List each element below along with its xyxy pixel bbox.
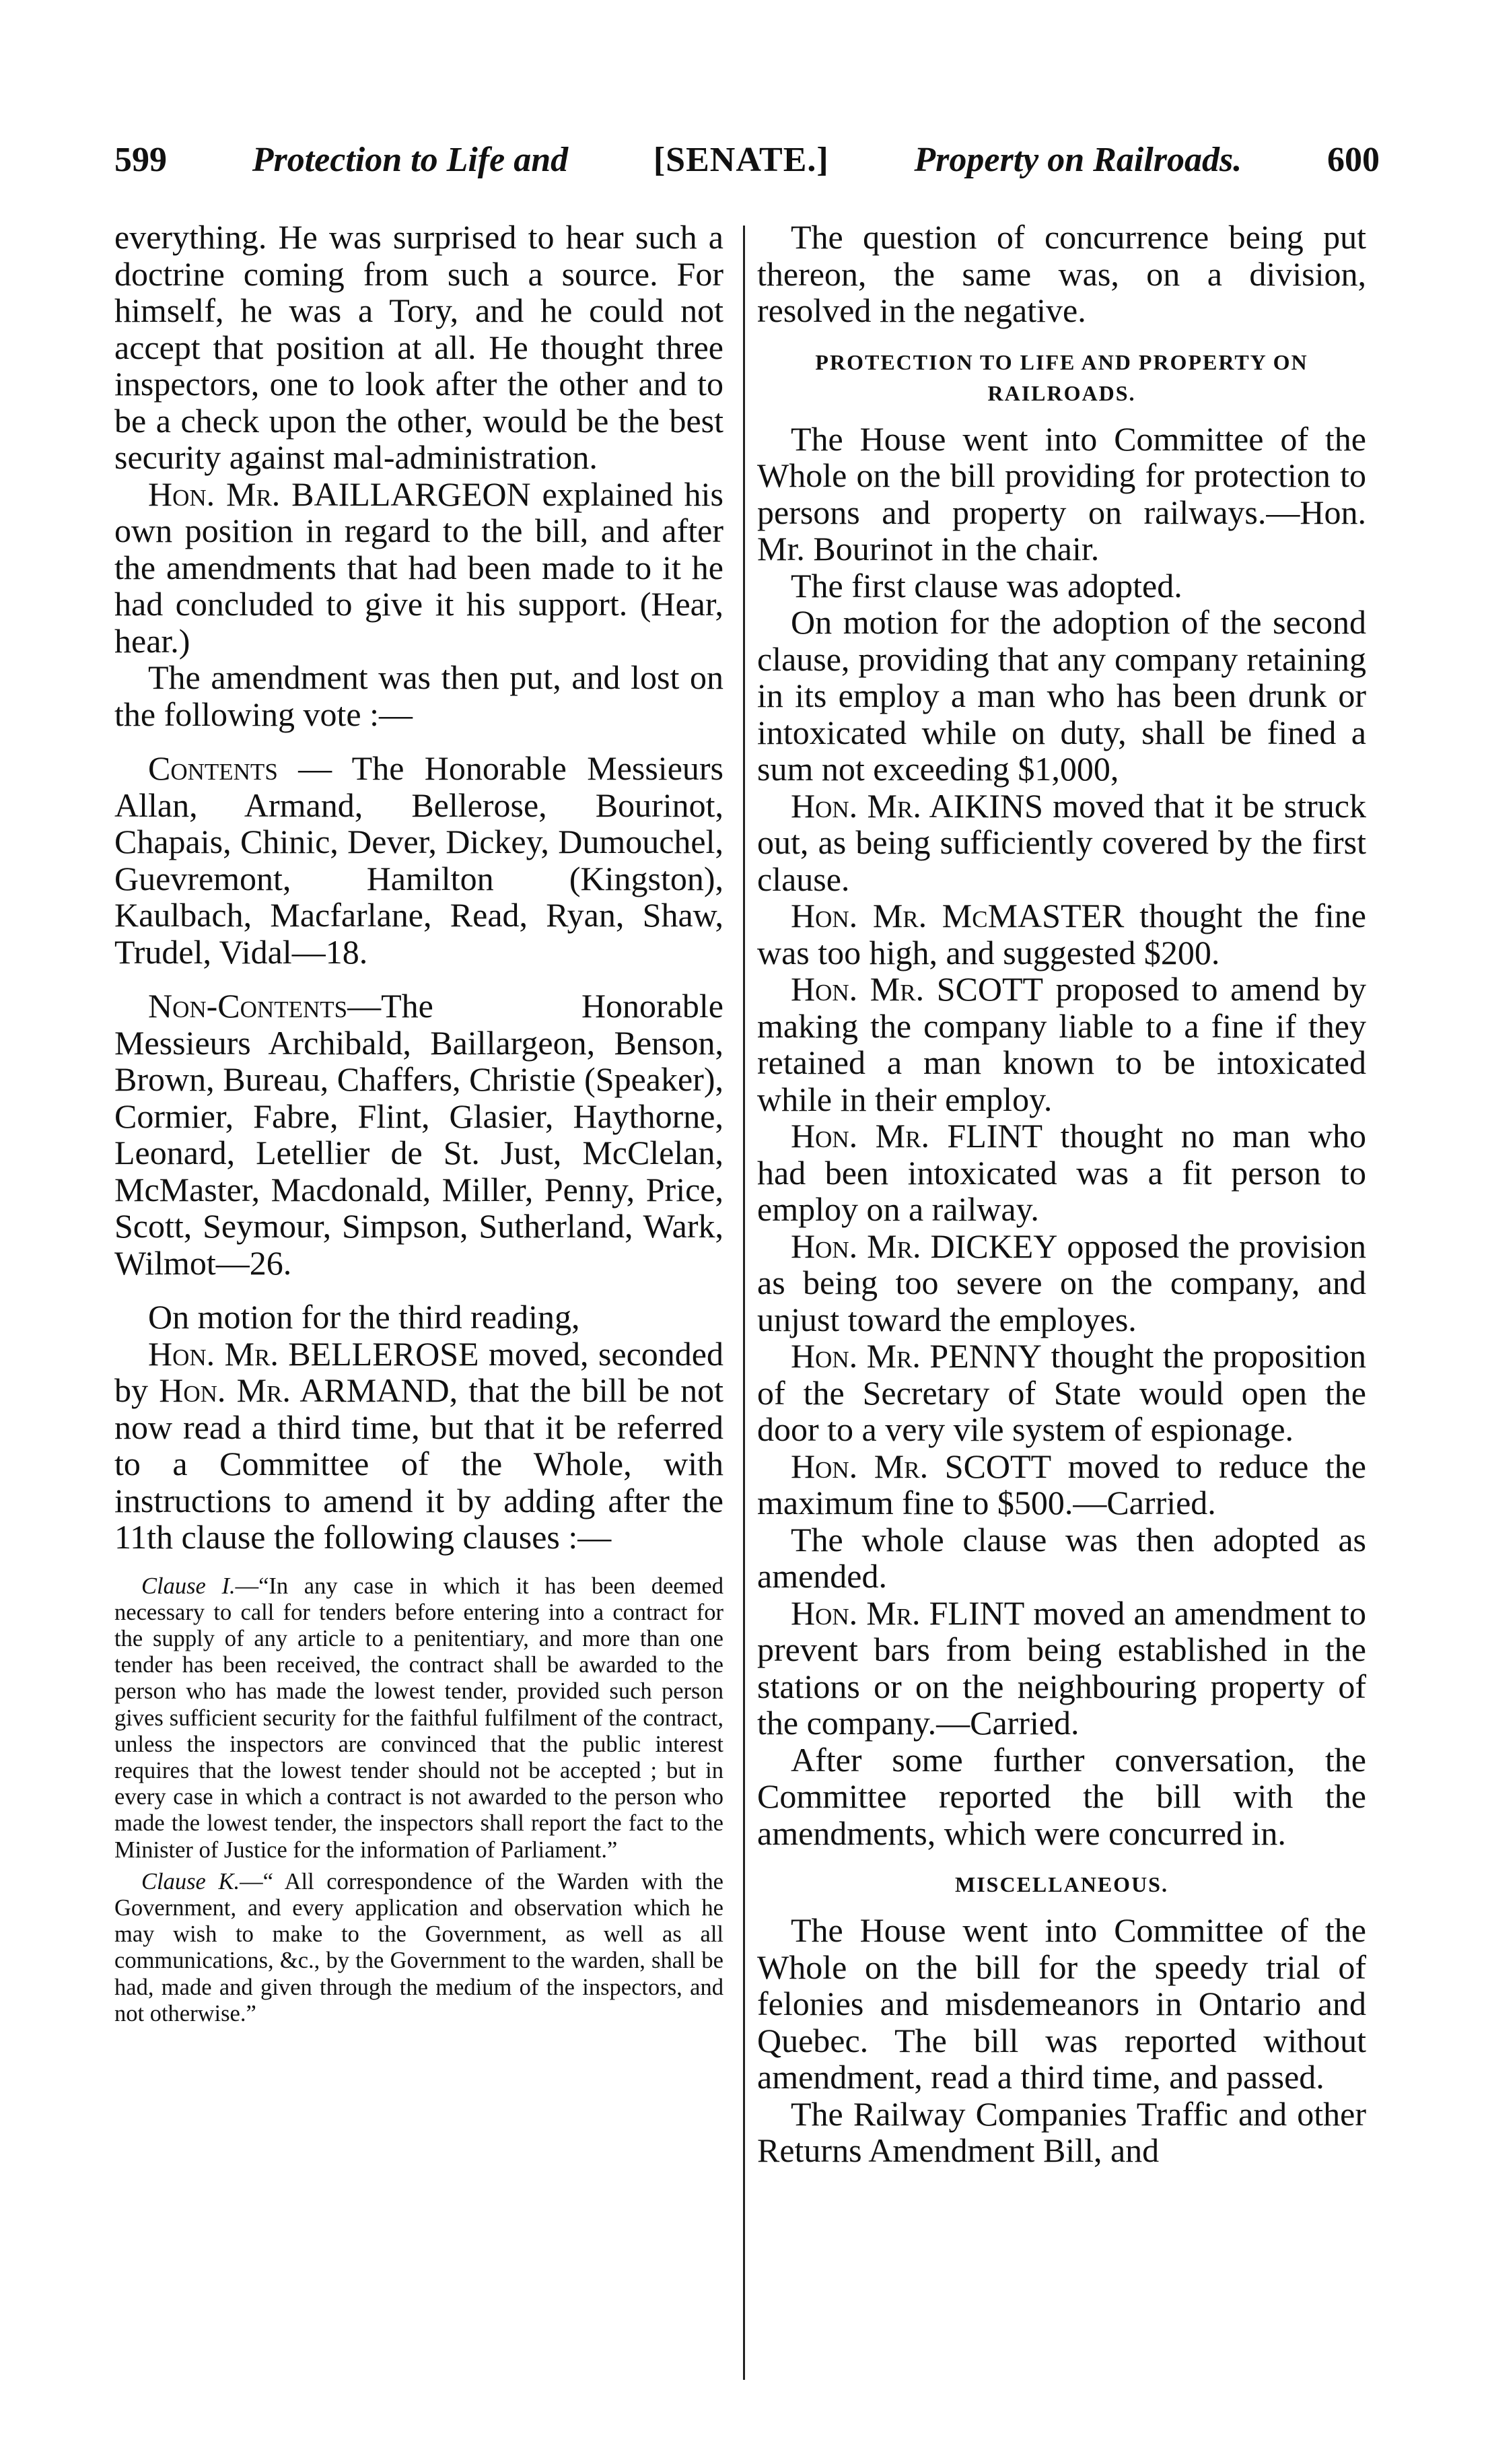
- paragraph: The House went into Committee of the Whole on the bill providing for protection to persons and property on railways.—Hon. Mr. Bourinot in the chair.: [757, 419, 1366, 568]
- paragraph-text: moved, seconded by: [114, 1334, 723, 1409]
- paragraph: The whole clause was then adopted as amended.: [757, 1520, 1366, 1595]
- chamber-label: [SENATE.]: [653, 141, 829, 179]
- speaker-name: Hon. Mr. ARMAND,: [159, 1371, 458, 1409]
- paragraph: [757, 788, 1366, 898]
- speaker-name: Hon. Mr. FLINT: [791, 1594, 1025, 1632]
- paragraph-text: proposed to amend by making the company liable to a fine if they retained a man known to be intoxicated while in their employ.: [757, 970, 1367, 1118]
- speaker-name: Hon. Mr. SCOTT: [791, 1447, 1052, 1485]
- paragraph-text: explained his own position in regard to the bill, and after the amendments that had been made to it he had concluded to give it his support. (Hear, hear.): [114, 475, 723, 660]
- paragraph-text: moved that it be struck out, as being sufficiently covered by the first clause.: [757, 786, 1366, 898]
- paragraph: The Railway Companies Traffic and other Returns Amendment Bill, and: [757, 2094, 1366, 2169]
- paragraph-text: thought no man who had been intoxicated was a fit person to employ on a railway.: [757, 1117, 1366, 1228]
- vote-label: Contents: [148, 749, 278, 787]
- paragraph: The first clause was adopted.: [791, 566, 1182, 605]
- paragraph: On motion for the adoption of the second clause, providing that any company retaining in its employ a man who has been drunk or intoxicated while on duty, shall be fined a sum not exceeding $1,000,: [757, 603, 1366, 788]
- left-column: [114, 219, 723, 2430]
- paragraph: The amendment was then put, and lost on the following vote :—: [114, 658, 723, 733]
- paragraph-text: thought the proposition of the Secretary of State would open the door to a very vile system of espionage.: [757, 1337, 1367, 1448]
- vote-contents: [114, 750, 723, 970]
- left-running-title: Protection to Life and: [252, 141, 569, 179]
- clause-label: Clause K.: [141, 1868, 240, 1894]
- clause-label: Clause I.: [141, 1573, 236, 1599]
- paragraph: [757, 1338, 1366, 1448]
- vote-label: Non-Contents: [148, 987, 348, 1025]
- paragraph: [757, 1118, 1366, 1228]
- paragraph: [757, 897, 1366, 971]
- paragraph: [757, 1228, 1366, 1338]
- paragraph: [757, 1595, 1366, 1742]
- paragraph: everything. He was surprised to hear such a doctrine coming from such a source. For himself, he was a Tory, and he could not accept that position at all. He thought three inspectors, one to look after the other and to be a check upon the other, would be the best security against mal-administration.: [114, 218, 723, 476]
- speaker-name: Hon. Mr. BELLEROSE: [148, 1334, 479, 1373]
- paragraph-text: opposed the provision as being too severe on the company, and unjust toward the employes.: [757, 1227, 1366, 1338]
- speaker-name: Hon. Mr. SCOTT: [791, 970, 1044, 1008]
- paragraph: [114, 476, 723, 660]
- column-divider: [743, 226, 745, 2380]
- paragraph: [757, 971, 1366, 1118]
- speaker-name: Hon. Mr. McMASTER: [791, 897, 1125, 934]
- paragraph-text: moved to reduce the maximum fine to $500.—Carried.: [757, 1447, 1366, 1521]
- paragraph-text: thought the fine was too high, and suggested $200.: [757, 897, 1366, 971]
- clause-i: [114, 1573, 723, 1863]
- clause-text: —“In any case in which it has been deemed necessary to call for tenders before entering into a contract for the supply of any article to a penitentiary, and more than one tender has been received, the contract shall be awarded to the person who has made the lowest tender, provided such person gives sufficient security for the faithful fulfilment of the contract, unless the inspectors are convinced that the public interest requires that the lowest tender should not be accepted ; but in every case in which a contract is not awarded to the person who made the lowest tender, the inspectors shall report the fact to the Minister of Justice for the information of Parliament.”: [114, 1573, 723, 1863]
- section-heading: MISCELLANEOUS.: [955, 1872, 1168, 1896]
- paragraph: The question of concurrence being put thereon, the same was, on a division, resolved in the negative.: [757, 218, 1366, 329]
- speaker-name: Hon. Mr. BAILLARGEON: [148, 475, 531, 513]
- left-page-number: 599: [114, 141, 167, 179]
- speaker-name: Hon. Mr. DICKEY: [791, 1227, 1058, 1265]
- paragraph: [757, 1448, 1366, 1521]
- speaker-name: Hon. Mr. FLINT: [791, 1117, 1043, 1155]
- speaker-name: Hon. Mr. AIKINS: [791, 786, 1043, 825]
- right-running-title: Property on Railroads.: [914, 141, 1242, 179]
- speaker-name: Hon. Mr. PENNY: [791, 1337, 1042, 1375]
- right-page-number: 600: [1326, 141, 1380, 179]
- section-heading: PROTECTION TO LIFE AND PROPERTY ON RAILROADS.: [815, 349, 1308, 405]
- clause-text: —“ All correspondence of the Warden with the Government, and every application and observation which he may wish to make to the Government, as well as all communications, &c., by the Government to the warden, shall be had, made and given through the medium of the inspectors, and not otherwise.”: [114, 1868, 723, 2026]
- paragraph: After some further conversation, the Committee reported the bill with the amendments, which were concurred in.: [757, 1740, 1366, 1852]
- clause-k: [114, 1869, 723, 2027]
- vote-names: — The Honorable Messieurs Allan, Armand, Bellerose, Bourinot, Chapais, Chinic, Dever, Dickey, Dumouchel, Guevremont, Hamilton (Kingston), Kaulbach, Macfarlane, Read, Ryan, Shaw, Trudel, Vidal—18.: [114, 749, 723, 971]
- paragraph: [114, 1336, 723, 1556]
- vote-non-contents: [114, 988, 723, 1281]
- running-header: [114, 140, 1380, 194]
- paragraph-text: moved an amendment to prevent bars from being established in the stations or on the neighbouring property of the company.—Carried.: [757, 1594, 1366, 1742]
- right-column: [757, 219, 1366, 2430]
- vote-names: —The Honorable Messieurs Archibald, Baillargeon, Benson, Brown, Bureau, Chaffers, Christie (Speaker), Cormier, Fabre, Flint, Glasier, Haythorne, Leonard, Letellier de St. Just, McClelan, McMaster, Macdonald, Miller, Penny, Price, Scott, Seymour, Simpson, Sutherland, Wark, Wilmot—26.: [114, 987, 723, 1282]
- paragraph-text: that the bill be not now read a third time, but that it be referred to a Committee of the Whole, with instructions to amend it by adding after the 11th clause the following clauses :—: [114, 1371, 723, 1556]
- paragraph: On motion for the third reading,: [148, 1298, 580, 1336]
- paragraph: The House went into Committee of the Whole on the bill for the speedy trial of felonies and misdemeanors in Ontario and Quebec. The bill was reported without amendment, read a third time, and passed.: [757, 1911, 1366, 2096]
